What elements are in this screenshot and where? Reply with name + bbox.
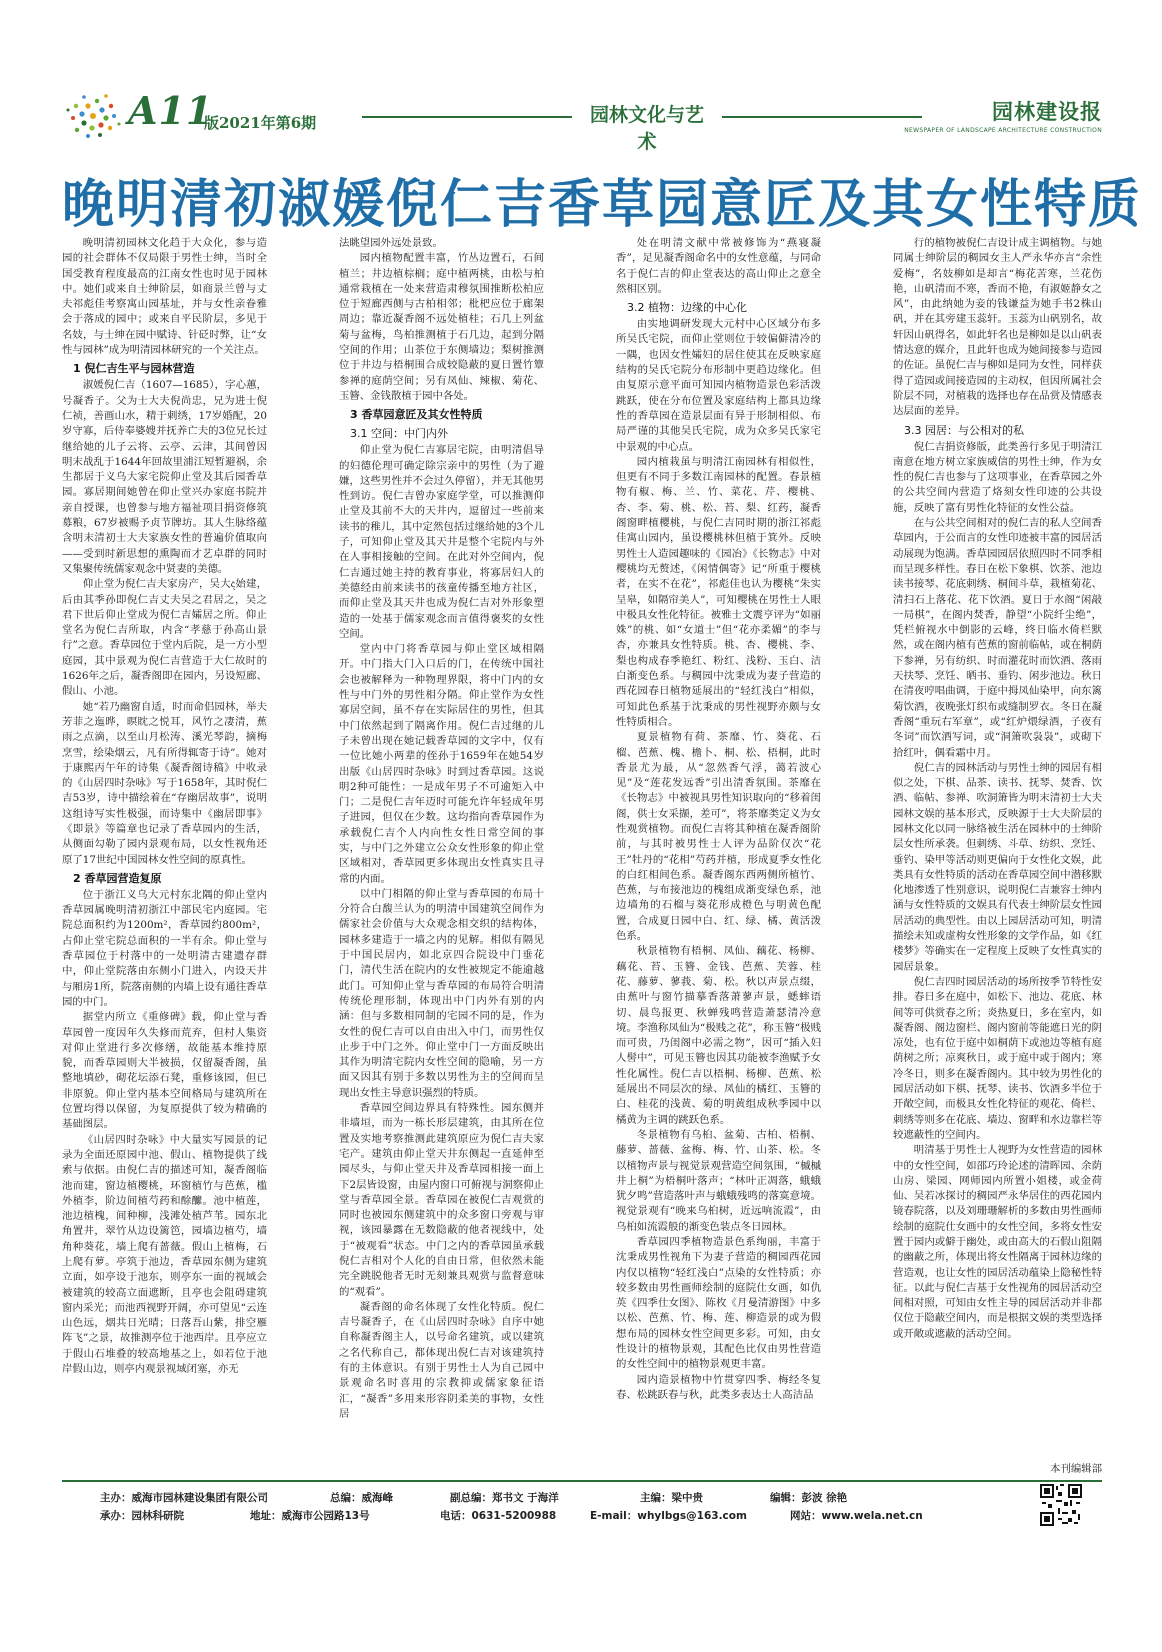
- paragraph: 处在明清文献中常被修饰为“燕寝凝香”，足见凝香阁命名中的女性意蕴，与同命名于倪仁吉的仰止堂表达的高山仰止之意全然相区别。: [616, 237, 821, 295]
- paragraph: 仰止堂为倪仁吉寡居宅院，由明清倡导的妇德伦理可确定除宗亲中的男性（为了避嫌，这些男性并不会过久停留），并无其他男性到访。倪仁吉曾办家庭学堂，可以推测仰止堂及其前不大的天井内，逗留过一些前来读书的稚儿，其中定然包括过继给她的3个儿子，可知仰止堂及其天井是整个宅院内与外在人事相接触的空间。在此对外空间内，倪仁吉通过她主持的教育事业，将寡居妇人的美德经由前来读书的孩童传播至地方社区，而仰止堂及其天井也成为倪仁吉对外形象塑造的一处基于儒家观念而言值得褒奖的女性空间。: [339, 444, 544, 640]
- paragraph: 倪仁吉捐资修版，此类善行多见于明清江南意在地方树立家族威信的男性士绅，作为女性的倪仁吉也参与了这项事业，在香草园之外的公共空间内营造了烙刻女性印迹的公共设施，反映了富有男性化特征的女性公益。: [893, 440, 1102, 514]
- subsection-heading: 3.1 空间：中门内外: [350, 427, 448, 441]
- footer-editors: 编辑：彭波 徐艳: [770, 1491, 848, 1504]
- paragraph: 在与公共空间相对的倪仁吉的私人空间香草园内，于公而言的女性印迹被丰富的园居活动展现为饱满。香草园园居依照四时不同季相而呈现多样性。春日在松下象棋、饮茶、池边读书接琴、花底刺绣、桐间斗草，栽植菊花、清扫石上落花、花下饮酒。夏日于水阁“闲敲一局棋”，在阁内焚香，静望“小院纤尘绝”，凭栏俯视水中倒影的云峰，终日临水倚栏默然，或在阁内植有芭蕉的窗前临帖，或在桐荫下参禅，另有纺织、时而灌花时而饮酒、落雨天扶琴、烹饪、晒书、垂钓、闲步池边。秋日在清夜哼唱曲调，于庭中拇凤仙染甲，向东篱菊饮酒，夜晚张灯织布或缝制罗衣。冬日在凝香阁“重玩右军章”，或“红炉煨绿酒，子夜有冬词”而饮酒写词，或“洞箫吹袅袅”，或砌下拾红叶，偶看霜中月。: [893, 517, 1102, 759]
- footer-deputy-editor: 副总编：郑书文 于海洋: [450, 1491, 559, 1504]
- brand-logo: [904, 96, 1102, 134]
- article-column-2: [339, 236, 544, 1462]
- paragraph: 位于浙江义乌大元村东北隅的仰止堂内香草园属晚明清初浙江中部民宅内庭园。宅院总面积约为1200m²，香草园约800m²，占仰止堂宅院总面积的一半有余。仰止堂与香草园位于村落中的一处明清古建遗存群中，仰止堂院落由东侧小门进入，内设天井与厢房1所，院落南侧的内墙上设有通往香草园的中门。: [62, 888, 267, 1008]
- article-column-1: [62, 236, 267, 1462]
- paragraph: 倪仁吉的园林活动与男性士绅的园居有相似之处，下棋、品茶、读书、抚琴、焚香、饮酒、临帖、参禅、吹洞箫皆为明末清初士大夫园林文娱的基本形式，反映源于士大夫阶层的园林文化以同一脉络被生活在园林中的士绅阶层女性所承袭。但刺绣、斗草、纺织、烹饪、垂钓、染甲等活动则更偏向于女性化文娱，此类具有女性特质的活动在香草园空间中潜移默化地渗透了性别意识，说明倪仁吉兼容士绅内涵与女性特质的文娱具有代表士绅阶层女性园居活动的典型性。由以上园居活动可知，明清描绘未知或虚构女性形象的文学作品，如《红楼梦》等确实在一定程度上反映了女性真实的园居景象。: [893, 761, 1102, 973]
- section-name: 园林文化与艺术: [589, 104, 704, 153]
- article-column-4: [893, 236, 1102, 1462]
- paragraph: 明清基于男性士人视野为女性营造的园林中的女性空间，如邵巧玲论述的清晖园、余荫山房、梁园、网师园内所置小姐楼，或金荷仙、吴若冰探讨的稠园严永华居住的西花园内镜春院落，以及刘珊珊解析的多数由男性画师绘制的庭院仕女画中的女性空间，多将女性安置于园内或僻于幽处，或由高大的石假山阻隔的幽蔽之所，体现出将女性隔离于园林边缘的营造观，也让女性的园居活动蕴染上隐秘性特征。以此与倪仁吉基于女性视角的园居活动空间相对照，可知由女性主导的园居活动并非都仅位于隐蔽空间内，而是根据文娱的类型选择或开敞或遮蔽的活动空间。: [893, 1144, 1102, 1340]
- paragraph: 倪仁吉四时园居活动的场所按季节特性安排。春日多在庭中，如松下、池边、花底、林间等可供赏春之所；炎热夏日，多在室内，如凝香阁、阁边窗栏、阁内窗前等能遮日光的阴凉处，也有位于庭中如桐荫下或池边等植有庭荫树之所；凉爽秋日，或于庭中或于阁内；寒冷冬日，则多在凝香阁内。其中较为男性化的园居活动如下棋、抚琴、读书、饮酒多半位于开敞空间，而极具女性化特征的观花、倚栏、刺绣等则多在花底、墙边、窗畔和水边靠栏等较遮蔽性的空间内。: [893, 975, 1102, 1141]
- footer: [100, 1488, 960, 1524]
- paragraph: 由实地调研发现大元村中心区域分布多所吴氏宅院，而仰止堂则位于较偏僻清冷的一隅，也因女性孀妇的居住使其在反映家庭结构的吴氏宅院分布形制中更趋边缘化。但由复原示意平面可知园内植物造景色彩活泼跳跃，使在分布位置及家庭结构上都具边缘性的香草园在造景层面有异于形制相似、布局严谨的其他吴氏宅院，成为众多吴氏家宅中景观的中心点。: [616, 318, 821, 453]
- paragraph: 行的植物被倪仁吉设计成主调植物。与她同属士绅阶层的稠园女主人严永华亦言“余性爱梅”，名妓柳如是却言“梅花苦寒，兰花伤艳，山矾清而不寒，香而不艳，有淑姬静女之风”，由此纳她为妾的钱谦益为她手书2株山矾，并在其旁建玉蕊轩。玉蕊为山矾别名，故轩因山矾得名，如此轩名也是柳如是以山矾表情达意的媒介，且此轩也成为她间接参与造园的佐证。虽倪仁吉与柳如是同为女性，同样获得了造园或间接造园的主动权，但因所属社会阶层不同，对植栽的选择也存在品赏及情感表达层面的差异。: [893, 237, 1102, 418]
- paragraph: 夏景植物有荷、茶靡、竹、葵花、石榴、芭蕉、槐、檐卜、桐、松、梧桐，此时香景尤为最，从“忽然香气浮，蔼若波心见”及“莲花发远香”引出清香氛围。茶靡在《长物志》中被视具男性知识取向的“移着闺阁，供士女采撷，差可”，将茶靡类定义为女性观赏植物。而倪仁吉将其种植在凝香阁阶前，与其时被男性士人评为品阶仅次“花王”牡丹的“花相”芍药并植，形成夏季女性化的白红相间色系。凝香阁东西两侧所植竹、芭蕉，与布接池边的槐组成渐变绿色系，池边墙角的石榴与葵花形成橙色与明黄色配置，合成夏日园中白、红、绿、橘、黄活泼色系。: [616, 731, 821, 943]
- section-heading: 3 香草园意匠及其女性特质: [350, 408, 483, 422]
- paragraph: 冬景植物有乌桕、盆菊、古柏、梧桐、藤萝、蔷薇、盆梅、梅、竹、山茶、松。冬以植物声景与视觉景观营造空间氛围，“槭槭井上桐”为梧桐叶落声；“林叶正凋落，蛾蛾犹夕鸣”营造落叶声与蛾蛾残鸣的落寞意境。视觉景观有“晚来乌桕树，近远响流霞”，由乌桕如流霞般的渐变色装点冬日园林。: [616, 1128, 821, 1233]
- footer-row-2: [100, 1506, 960, 1524]
- paragraph: 仰止堂为倪仁吉夫家房产，吴大ද始建，后由其季孙即倪仁吉丈夫吴之君居之，吴之君下世后仰止堂成为倪仁吉孀居之所。仰止堂名为倪仁吉所取，内含“孝慈于孙高山景行”之意。香草园位于堂内后院，是一方小型庭园，其中景观为倪仁吉营造于大仁故时的1626年之后，凝香阁即在园内，另设短廊、假山、小池。: [62, 578, 267, 698]
- logo-icon: [62, 88, 124, 144]
- footer-organizer: 承办：园林科研院: [100, 1509, 184, 1522]
- footer-sponsor: 主办：威海市园林建设集团有限公司: [100, 1491, 268, 1504]
- article-column-3: [616, 236, 821, 1462]
- issue-label: 版2021年第6期: [204, 114, 317, 132]
- footer-phone: 电话：0631-5200988: [440, 1509, 557, 1522]
- paragraph: 堂内中门将香草园与仰止堂区域相隔开。中门指大门入口后的门，在传统中国社会也被解释为一种物理界限，将中门内的女性与中门外的男性相分隔。仰止堂作为女性寡居空间，虽不存在实际居住的男性，但其中门依然起到了隔离作用。倪仁吉过继的儿子未曾出现在她记载香草园的文字中，仅有一位比她小两辈的侄孙于1659年在她54岁出版《山居四时杂咏》时到过香草园。这说明2种可能性：一是成年男子不可逾矩入中门；二是倪仁吉年迈时可能允许年轻成年男子进园，但仅在少数。这均指向香草园作为承载倪仁吉个人内向性女性日常空间的事实，与中门之外建立公众女性形象的仰止堂区域相对，香草园更多体现出女性真实且寻常的内面。: [339, 643, 544, 885]
- masthead-rule: [362, 116, 572, 118]
- section-heading: 2 香草园营造复原: [73, 871, 162, 885]
- paragraph: 园内造景植物中竹贯穿四季、梅经冬复春、松跳跃春与秋，此类多表达士人高洁品: [616, 1373, 821, 1401]
- subsection-heading: 3.2 植物：边缘的中心化: [627, 301, 747, 315]
- footer-rule: [62, 1480, 1102, 1482]
- qr-code-icon: [1040, 1484, 1082, 1526]
- footer-row-1: [100, 1488, 960, 1506]
- subsection-heading: 3.3 园居：与公相对的私: [904, 423, 1024, 437]
- section-heading: 1 倪仁吉生平与园林营造: [73, 362, 195, 376]
- paragraph: 园内植物配置丰富，竹丛边置石，石间植兰；井边植棕榈；庭中植两桃，由松与柏通常栽植在一处来营造肃穆氛围推断松柏应位于短廊西侧与古柏相邻；枇杷应位于廊架周边；靠近凝香阁不远处植桂；石几上列盆菊与盆梅，鸟柏推测植于石几边，起到分隔空间的作用；山茶位于东侧墙边；梨树推测位于井边与梧桐围合成较隐蔽的夏日置竹簟参禅的庭荫空间；另有凤仙、辣椒、菊花、玉簪、金钱散植于园中各处。: [339, 252, 544, 402]
- masthead: [62, 86, 1102, 153]
- masthead-rule: [722, 116, 922, 118]
- brand-name: 园林建设报: [992, 100, 1102, 124]
- paragraph: 据堂内所立《重修碑》载，仰止堂与香草园曾一度因年久失修而荒弃，但村人集资对仰止堂进行多次修缮，故能基本维持原貌，而香草园则大半被损，仅留凝香阁，虽整地填砂，砌花坛添石凳，重修该园，但已非原貌。仰止堂内基本空间格局与建筑所在位置均得以保留，为复原提供了较为精确的基础图层。: [62, 1011, 267, 1131]
- paragraph: 香草园空间边界具有特殊性。园东侧并非墙垣，而为一栋长形层建筑，由其所在位置及实地考察推测此建筑原应为倪仁吉夫家宅产。建筑由仰止堂天井东侧起一直延伸至园尽头，与仰止堂天井及香草园相接一面上下2层皆设窗，由屋内窗口可俯视与洞察仰止堂与香草园全景。香草园在被倪仁吉观赏的同时也被园东侧建筑中的众多窗口旁观与审视，该园暴露在无数隐蔽的他者视线中，处于“被观看”状态。中门之内的香草园虽承载倪仁吉相对个人化的自由日常，但依然未能完全跳脱他者无时无刻兼具观赏与监督意味的“观看”。: [339, 1102, 544, 1298]
- paragraph: 凝香阁的命名体现了女性化特质。倪仁吉号凝香子，在《山居四时杂咏》自序中她自称凝香阁主人，以号命名建筑，或以建筑之名代称自己，都体现出倪仁吉对该建筑持有的主体意识。有别于男性士人为自己园中景观命名时喜用的宗教抑或儒家象征语汇，“凝香”多用来形容阴柔美的事物，女性居: [339, 1300, 544, 1420]
- paragraph: 以中门相隔的仰止堂与香草园的布局十分符合白馥兰认为的明清中国建筑空间作为儒家社会价值与大众观念相交织的结构体，园林多建造于一墙之内的见解。相似有隔见于中国民居内，如北京四合院设中门垂花门，清代生活在院内的女性被规定不能逾越此门。可知仰止堂与香草园的布局符合明清传统伦理形制，体现出中门内外有别的内涵：但与多数相同制的宅园不同的是，作为女性的倪仁吉可以自由出入中门，而男性仅止步于中门之外。仰止堂中门一方面反映出其作为明清宅院内女性空间的隐喻，另一方面又因其有别于多数以男性为主的空间而呈现出女性主导意识强烈的特质。: [339, 887, 544, 1099]
- brand-subtitle: NEWSPAPER OF LANDSCAPE ARCHITECTURE CONSTRUCTION: [904, 127, 1102, 134]
- paragraph: 秋景植物有梧桐、凤仙、藕花、杨柳、藕花、苔、玉簪、金钱、芭蕉、芙蓉、桂花、藤萝、蓼莪、菊、松。秋以声景点缀，由蕉叶与窗竹描摹香落萧蓼声景，蟋蟀语切、晨鸟报更、秋蝉残鸣营造萧瑟清冷意境。李渔称凤仙为“极贱之花”，称玉簪“极贱而可贵，乃闺阁中必需之物”，因可“插入妇人髻中”，可见玉簪也因其功能被李渔赋予女性化属性。倪仁吉以梧桐、杨柳、芭蕉、松延展出不同层次的绿、凤仙的橘红、玉簪的白、桂花的浅黄、菊的明黄组成秋季园中以橘黄为主调的跳跃色系。: [616, 945, 821, 1126]
- author-note: 本刊编辑部: [1050, 1463, 1102, 1475]
- paragraph: 园内植栽虽与明清江南园林有相似性，但更有不同于多数江南园林的配置。春景植物有椒、梅、兰、竹、菜花、芹、樱桃、杏、李、菊、桃、松、苔、梨、红药，凝香阁窗畔植樱桃，与倪仁吉同时期的浙江祁彪佳寓山园内，虽设樱桃林但植于箕外。反映男性士人造园趣味的《园冶》《长物志》中对樱桃均无赘述，《闲情偶寄》记“所重于樱桃者，在实不在花”，祁彪佳也认为樱桃“朱实呈皋，如隔帘美人”，可知樱桃在男性士人眼中极具女性化特征。被雅士文震亨评为“如丽姝”的桃、如“女道士”但“花亦柔媚”的李与杏，亦兼具女性特质。桃、杏、樱桃、李、梨也构成春季艳红、粉红、浅粉、玉白、洁白渐变色系。与稠园中沈秉成为妻子营造的西花园春日植物延展出的“轻红浅白”相似，可知此色系基于沈秉成的男性视野亦颇与女性特质相合。: [616, 455, 821, 728]
- paragraph: 她“若乃幽窗自适，时而命侣园林，举夫芳菲之迤晔，暝眈之悦耳，风竹之凄清，蕉雨之点滴，以至山月松涛、溪光琴韵，摘梅烹雪，绘染烟云，凡有所得辄寄于诗”。她对于康熙丙午年的诗集《凝香阁诗稿》中收录的《山居四时杂咏》写于1658年，其时倪仁吉53岁，诗中描绘着在“存幽居故事”，说明这组诗写实性极强，而诗集中《幽居即事》《即景》等篇章也记录了香草园内的生活，从侧面勾勒了园内景观布局，以女性视角还原了17世纪中国园林女性空间的原真性。: [62, 700, 267, 866]
- footer-address: 地址：威海市公园路13号: [250, 1509, 370, 1522]
- paragraph: 《山居四时杂咏》中大量实写园景的记录为全面还原园中池、假山、植物提供了线索与依据。由倪仁吉的描述可知，凝香阁临池而建，窗边植樱桃，环窗植竹与芭蕉，槛外植李，阶边间植芍药和酴醿。池中植莲，池边植槐，间种柳，浅滩处植芦苇。园东北角置井，翠竹从边设篱笆，园墙边植芍，墙角种葵花，墙上爬有蔷薇。假山上植梅，石上爬有萝。亭筑于池边，香草园东侧为建筑立面，如亭设于池东，则亭东一面的视域会被建筑的较高立面遮断，且亭也会阻碍建筑窗内采光；而池西视野开阔，亦可望见“云连山色远，烟共日光晴；日落吾山紫，排空雁阵飞”之景，故推测亭位于池西岸。且亭应立于假山石堆叠的较高地基之上，如若位于池岸假山边，则亭内观景视域闭塞，亦无: [62, 1133, 267, 1376]
- footer-editor-in-charge: 主编：梁中贵: [640, 1491, 703, 1504]
- footer-email: E-mail：whylbgs@163.com: [590, 1509, 747, 1522]
- paragraph: 晚明清初园林文化趋于大众化，参与造园的社会群体不仅局限于男性士绅，当时全国受教育程度最高的江南女性也时见于园林中。她们或来自士绅阶层，如商景兰曾与丈夫祁彪佳考察寓山园基址，并与女性亲眷雅会于落成的园中；或来自平民阶层，多见于名妓，与士绅在园中赋诗、针砭时弊，让“女性与园林”成为明清园林研究的一个关注点。: [62, 237, 267, 357]
- footer-website: 网站：www.wela.net.cn: [790, 1509, 923, 1522]
- article-title: 晚明清初淑媛倪仁吉香草园意匠及其女性特质: [62, 175, 1143, 235]
- footer-chief-editor: 总编：威海峰: [330, 1491, 393, 1504]
- paragraph: 法眺望园外远处景致。: [339, 237, 443, 249]
- paragraph: 淑媛倪仁吉（1607—1685），字心蕙，号凝香子。父为士大夫倪尚忠，兄为进士倪仁祯，善画山水，精于刺绣，17岁婚配，20岁守寡，后侍奉婆嫂并抚养亡夫的3位兄长过继给她的儿子云将、云亭、云津，其间曾因明末战乱于1644年回故里浦江短暂避祸，余生都居于义乌大家宅院仰止堂及其后园香草园。寡居期间她曾在仰止堂兴办家庭书院并亲自授课，也曾参与地方福祉项目捐资修筑募粮，67岁被赐予贞节牌坊。其人生脉络蕴含明末清初士大夫家族女性的普遍价值取向——受到时新思想的熏陶而才艺卓群的同时又集聚传统儒家观念中贤妻的美德。: [62, 379, 267, 575]
- page-number: A11: [128, 88, 214, 133]
- paragraph: 香草园四季植物造景色系绚丽，丰富于沈秉成男性视角下为妻子营造的稠园西花园内仅以植物“轻红浅白”点染的女性特质；亦较多数由男性画师绘制的庭院仕女画，如仇英《四季仕女图》、陈枚《月曼清游图》中多以松、芭蕉、竹、梅、莲、柳造景的或为假想布局的园林女性空间更多彩。可知，由女性设计的植物景观，其配色比仅由男性营造的女性空间中的植物景观更丰富。: [616, 1236, 821, 1371]
